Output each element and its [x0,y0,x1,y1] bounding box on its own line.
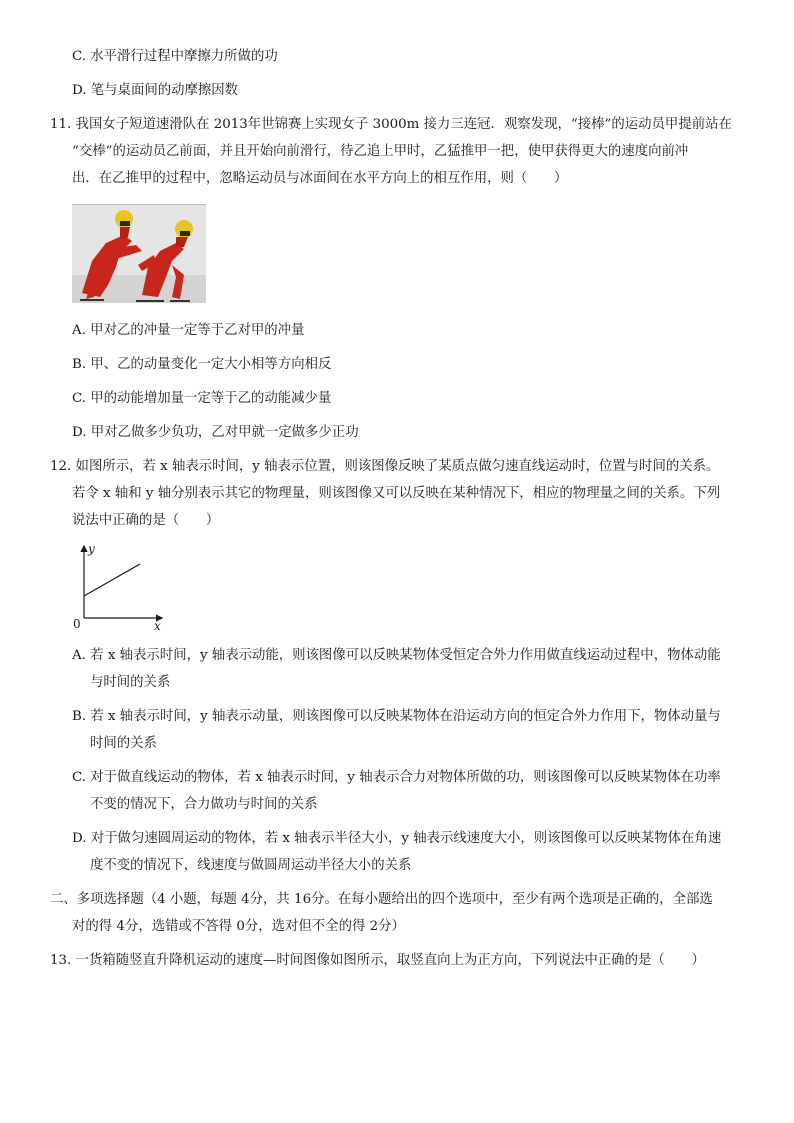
q12-option-b-line2: 时间的关系 [90,736,157,751]
section2-heading-line2: 对的得 4分，选错或不答得 0分，选对但不全的得 2分） [72,919,405,934]
speed-skaters-photo [72,204,206,303]
q12-option-c-line1: C. 对于做直线运动的物体，若 x 轴表示时间，y 轴表示合力对物体所做的功，则该图像可以反映某物体在功率 [72,770,721,785]
q11-option-a: A. 甲对乙的冲量一定等于乙对甲的冲量 [72,323,305,338]
q12-stem-line1: 12. 如图所示，若 x 轴表示时间，y 轴表示位置，则该图像反映了某质点做匀速直线运动时，位置与时间的关系。 [50,459,720,474]
q12-option-c-line2: 不变的情况下，合力做功与时间的关系 [90,797,318,812]
q11-option-b: B. 甲、乙的动量变化一定大小相等方向相反 [72,357,332,372]
q12-option-a-line2: 与时间的关系 [90,675,171,690]
q12-linear-graph [70,540,170,632]
q11-stem-line1: 11. 我国女子短道速滑队在 2013年世锦赛上实现女子 3000m 接力三连冠．观察发现，“接棒”的运动员甲提前站在 [50,117,732,132]
y-axis-label: y [88,542,95,556]
q11-option-c: C. 甲的动能增加量一定等于乙的动能减少量 [72,391,332,406]
graph-line [84,564,140,596]
speed-skaters-illustration [72,205,206,303]
q12-option-a-line1: A. 若 x 轴表示时间，y 轴表示动能，则该图像可以反映某物体受恒定合外力作用做直线运动过程中，物体动能 [72,648,721,663]
q12-option-b-line1: B. 若 x 轴表示时间，y 轴表示动量，则该图像可以反映某物体在沿运动方向的恒定合外力作用下，物体动量与 [72,709,721,724]
section2-heading-line1: 二、多项选择题（4 小题，每题 4分，共 16分。在每小题给出的四个选项中，至少有两个选项是正确的，全部选 [50,892,713,907]
q12-option-d-line1: D. 对于做匀速圆周运动的物体，若 x 轴表示半径大小，y 轴表示线速度大小，则该图像可以反映某物体在角速 [72,831,722,846]
q12-stem-line2: 若令 x 轴和 y 轴分别表示其它的物理量，则该图像又可以反映在某种情况下，相应的物理量之间的关系。下列 [72,486,721,501]
q10-option-c: C. 水平滑行过程中摩擦力所做的功 [72,49,278,64]
q13-stem-line1: 13. 一货箱随竖直升降机运动的速度—时间图像如图所示，取竖直向上为正方向，下列说法中正确的是（ ） [50,953,705,968]
q12-option-d-line2: 度不变的情况下，线速度与做圆周运动半径大小的关系 [90,858,412,873]
origin-label: 0 [73,617,81,631]
q10-option-d: D. 笔与桌面间的动摩擦因数 [72,83,239,98]
q11-stem-line2: “交棒”的运动员乙前面，并且开始向前滑行，待乙追上甲时，乙猛推甲一把，使甲获得更大的速度向前冲 [72,144,689,159]
q12-stem-line3: 说法中正确的是（ ） [72,513,220,528]
q11-stem-line3: 出．在乙推甲的过程中，忽略运动员与冰面间在水平方向上的相互作用，则（ ） [72,171,568,186]
q11-option-d: D. 甲对乙做多少负功，乙对甲就一定做多少正功 [72,425,359,440]
x-axis-label: x [154,619,161,632]
